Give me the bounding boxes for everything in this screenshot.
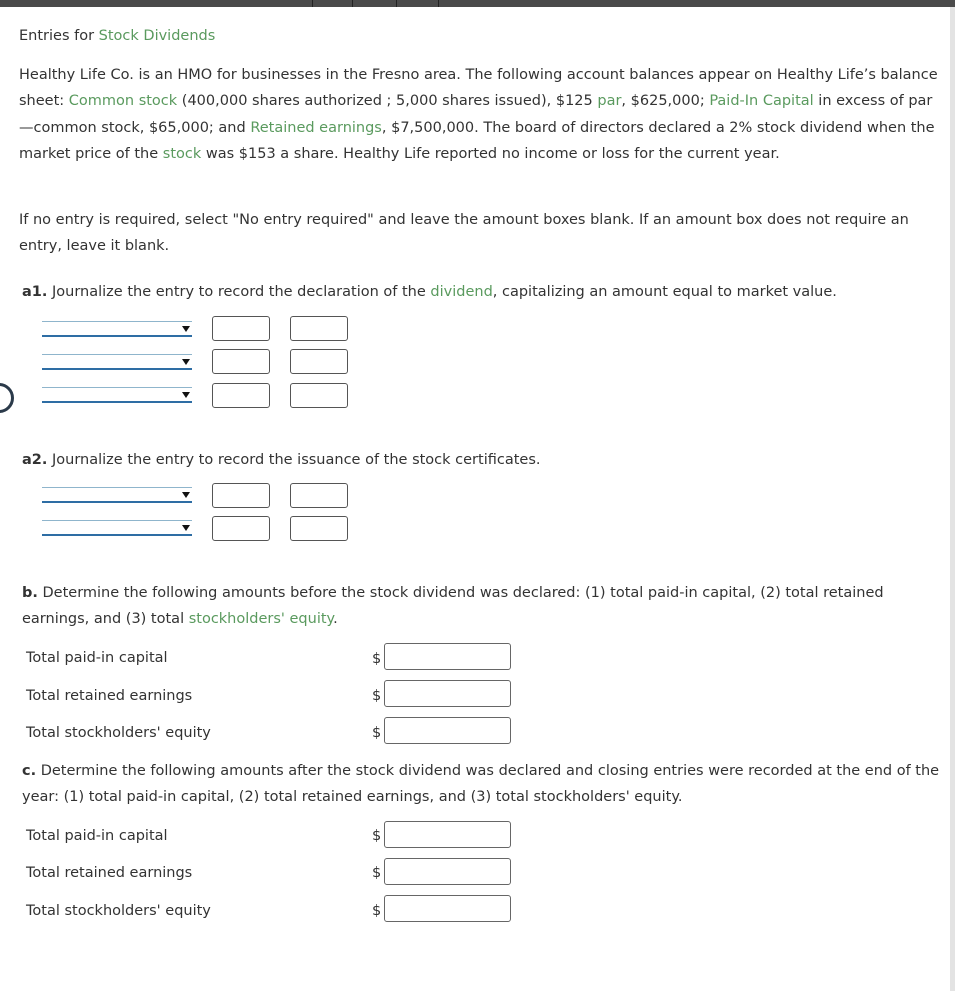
paragraph-text: was $153 a share. Healthy Life reported no income or loss for the current year. [201, 146, 780, 163]
stock-dividends-link[interactable]: Stock Dividends [98, 28, 216, 44]
question-text: Determine the following amounts after the stock dividend was declared and closing entries were recorded at the end of the year: (1) total paid-in capital, (2) total retained earnings, and (3) total stockholders' equity. [22, 763, 940, 806]
a1-account-select-1[interactable] [42, 321, 192, 337]
a2-credit-input-1[interactable] [290, 483, 348, 508]
question-text: Journalize the entry to record the issuance of the stock certificates. [47, 452, 541, 468]
question-label: a2. [22, 452, 48, 468]
paragraph-text: , $625,000; [621, 93, 710, 110]
c-total-paid-in-capital-input[interactable] [384, 821, 511, 848]
a2-debit-input-2[interactable] [212, 516, 270, 541]
a1-credit-input-2[interactable] [290, 349, 348, 374]
par-link[interactable]: par [597, 93, 622, 110]
top-bar-divider [438, 0, 439, 7]
question-a2 [22, 450, 540, 470]
dividend-link[interactable]: dividend [430, 284, 493, 300]
top-bar [0, 0, 955, 7]
top-bar-divider [352, 0, 353, 7]
focus-ring-icon [0, 383, 14, 413]
page-title [19, 26, 215, 46]
a1-debit-input-2[interactable] [212, 349, 270, 374]
top-bar-divider [312, 0, 313, 7]
retained-earnings-link[interactable]: Retained earnings [250, 119, 382, 136]
question-text: , capitalizing an amount equal to market value. [492, 284, 837, 300]
question-a1 [22, 282, 837, 302]
b-total-paid-in-capital-label: Total paid-in capital [26, 650, 168, 666]
question-label: b. [22, 585, 38, 601]
instructions-paragraph: If no entry is required, select "No entry required" and leave the amount boxes blank. If an amount box does not require an entry, leave it blank. [19, 212, 909, 255]
c-total-retained-earnings-input[interactable] [384, 858, 511, 885]
a1-account-select-2[interactable] [42, 354, 192, 370]
question-text: Journalize the entry to record the declaration of the [47, 284, 431, 300]
b-total-stockholders-equity-label: Total stockholders' equity [26, 725, 211, 741]
question-label: a1. [22, 284, 48, 300]
currency-symbol: $ [372, 725, 382, 741]
paragraph-text: (400,000 shares authorized ; 5,000 shares issued), $125 [177, 93, 598, 110]
top-bar-divider [396, 0, 397, 7]
paragraph-text: in excess of par—common stock, $65,000; and [19, 93, 933, 136]
c-total-paid-in-capital-label: Total paid-in capital [26, 828, 168, 844]
currency-symbol: $ [372, 651, 382, 667]
stock-link[interactable]: stock [162, 146, 202, 163]
a2-debit-input-1[interactable] [212, 483, 270, 508]
c-total-stockholders-equity-input[interactable] [384, 895, 511, 922]
c-total-stockholders-equity-label: Total stockholders' equity [26, 903, 211, 919]
currency-symbol: $ [372, 828, 382, 844]
a1-debit-input-3[interactable] [212, 383, 270, 408]
stockholders-equity-link[interactable]: stockholders' equity [188, 611, 334, 628]
question-text: Determine the following amounts before the stock dividend was declared: (1) total paid-in capital, (2) total retained earnings, and (3) total [22, 585, 884, 628]
currency-symbol: $ [372, 903, 382, 919]
b-total-retained-earnings-label: Total retained earnings [26, 688, 193, 704]
paragraph-text: Healthy Life Co. is an HMO for businesses in the Fresno area. The following account balances appear on Healthy Life’s balance sheet: [19, 67, 938, 110]
a1-credit-input-3[interactable] [290, 383, 348, 408]
b-total-stockholders-equity-input[interactable] [384, 717, 511, 744]
c-total-retained-earnings-label: Total retained earnings [26, 865, 193, 881]
question-text: . [333, 611, 338, 628]
a2-account-select-1[interactable] [42, 487, 192, 503]
problem-paragraph [19, 62, 944, 168]
currency-symbol: $ [372, 688, 382, 704]
currency-symbol: $ [372, 865, 382, 881]
b-total-paid-in-capital-input[interactable] [384, 643, 511, 670]
a1-credit-input-1[interactable] [290, 316, 348, 341]
paragraph-text: , $7,500,000. The board of directors declared a 2% stock dividend when the market price of the [19, 119, 935, 163]
paid-in-capital-link[interactable]: Paid-In Capital [709, 93, 814, 110]
scrollbar-track[interactable] [950, 7, 955, 991]
a2-account-select-2[interactable] [42, 520, 192, 536]
question-c [22, 758, 947, 811]
question-b [22, 580, 947, 633]
title-prefix: Entries for [19, 28, 99, 44]
a1-account-select-3[interactable] [42, 387, 192, 403]
question-label: c. [22, 763, 37, 779]
common-stock-link[interactable]: Common stock [68, 93, 178, 110]
b-total-retained-earnings-input[interactable] [384, 680, 511, 707]
a1-debit-input-1[interactable] [212, 316, 270, 341]
a2-credit-input-2[interactable] [290, 516, 348, 541]
